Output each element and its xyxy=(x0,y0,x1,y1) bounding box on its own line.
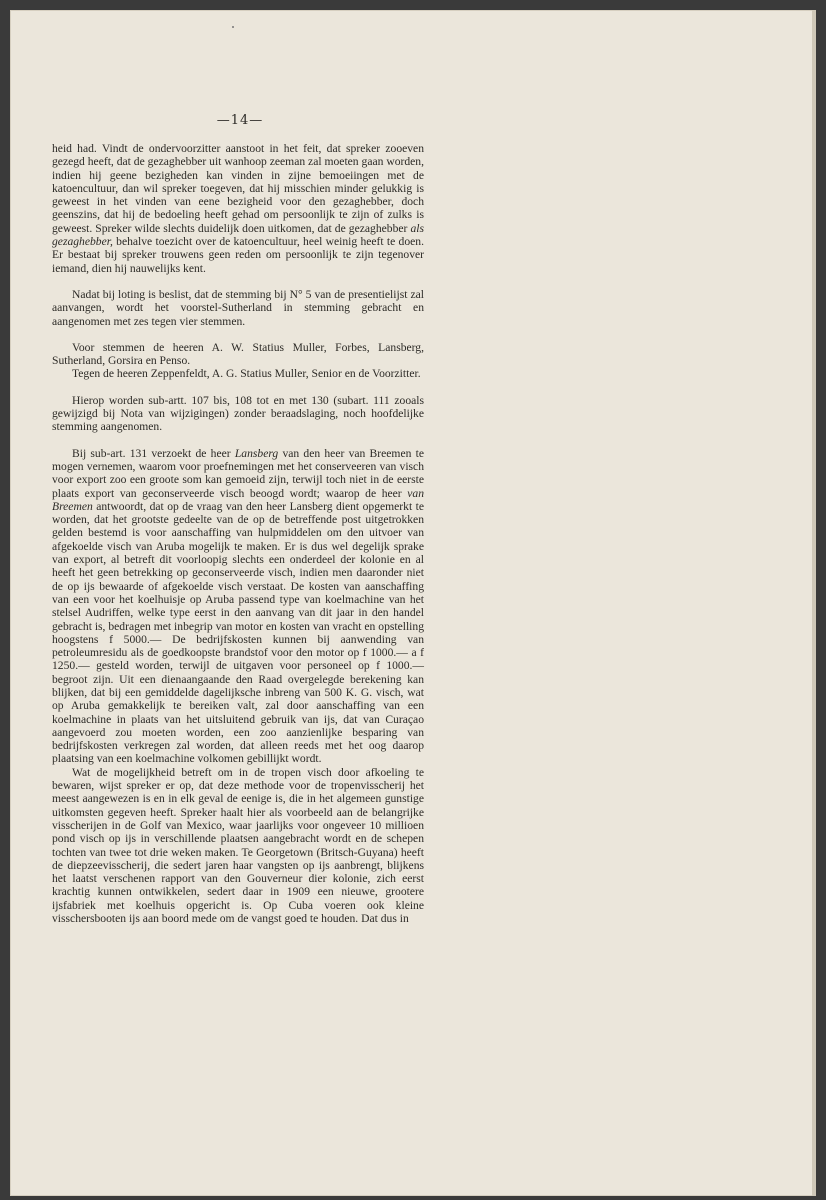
paragraph-1-tail: behalve toezicht over de katoencultuur, heel weinig heeft te doen. Er bestaat bij spreker trouwens geen reden om persoonlijk te zijn tegenover iemand, dien hij nauwelijks kent. xyxy=(52,235,424,275)
paragraph-6-b: van den heer van Breemen te mogen vernemen, waarom voor proefnemingen met het conserveeren van visch voor export zoo een groote som kan gemoeid zijn, terwijl toch niet in de eerste plaats export van geconserveerde visch beoogd wordt; waarop de heer xyxy=(52,446,424,500)
paragraph-1-italic: als gezaghebber, xyxy=(52,221,424,249)
paragraph-7: Wat de mogelijkheid betreft om in de tropen visch door afkoeling te bewaren, wijst spreker er op, dat deze methode voor de tropenvisscherij het meest aangewezen is en in elk geval de eenige is, die in het algemeen gunstige uitkomsten gegeven heeft. Spreker haalt hier als voorbeeld aan de belangrijke visscherijen in de Golf van Mexico, waar jaarlijks voor ongeveer 10 millioen pond visch op ijs in verschillende plaatsen aangebracht wordt en de schepen tochten van twee tot drie weken maken. Te Georgetown (Britsch-Guyana) heeft de diepzeevisscherij, die sedert jaren haar vangsten op ijs aanbrengt, blijkens het laatst verschenen rapport van den Gouverneur dier kolonie, zich eerst krachtig kunnen ontwikkelen, sedert daar in 1909 een nieuwe, grootere ijsfabriek met koelhuis opgericht is. Op Cuba voeren ook kleine visschersbooten ijs aan boord mede om de vangst goed te houden. Dat dus in xyxy=(52,765,424,926)
page-number: —14— xyxy=(216,113,264,128)
paragraph-3: Voor stemmen de heeren A. W. Statius Muller, Forbes, Lansberg, Sutherland, Gorsira en Penso. xyxy=(52,340,424,368)
page-edge xyxy=(812,10,816,1196)
document-page xyxy=(10,10,816,1196)
paper-speck xyxy=(232,26,234,28)
paragraph-1-text: heid had. Vindt de ondervoorzitter aanstoot in het feit, dat spreker zooeven gezegd heeft, dat de gezaghebber uit wanhoop zeeman zal moeten gaan worden, indien hij geene bezigheden kan vinden in zijne bemoeiingen met de katoencultuur, dan wil spreker toegeven, dat hij misschien minder gelukkig is geweest in het vinden van eene bezigheid voor den gezaghebber, doch geenszins, dat hij de bedoeling heeft gehad om persoonlijk te zijn of zulks is geweest. Spreker wilde slechts duidelijk doen uitkomen, dat de gezaghebber xyxy=(52,142,424,235)
paragraph-5: Hierop worden sub-artt. 107 bis, 108 tot en met 130 (subart. 111 zooals gewijzigd bij Nota van wijzigingen) zonder beraadslaging, noch hoofdelijke stemming aangenomen. xyxy=(52,393,424,434)
paragraph-4: Tegen de heeren Zeppenfeldt, A. G. Statius Muller, Senior en de Voorzitter. xyxy=(72,367,421,381)
paragraph-6 xyxy=(52,447,424,766)
paragraph-1 xyxy=(52,142,424,275)
paragraph-6-c: antwoordt, dat op de vraag van den heer Lansberg dient opgemerkt te worden, dat het grootste gedeelte van de op de betreffende post uitgetrokken gelden bestemd is voor aanschaffing van hulpmiddelen om den uitvoer van afgekoelde visch van Aruba mogelijk te maken. Er is dus wel degelijk sprake van export, al betreft dit voorloopig slechts een onderdeel der kolonie en al heeft het geen betrekking op geconserveerde visch, indien men daaronder niet de op ijs bewaarde of afgekoelde visch verstaat. De kosten van aanschaffing van een voor het koelhuisje op Aruba passend type van koelmachine van het stelsel Audriffen, welke type eerst in den aanvang van dit jaar in den handel gebracht is, bedragen met inbegrip van motor en kosten van vracht en opstelling hoogstens f 5000.— De bedrijfskosten kunnen bij aanwending van petroleumresidu als de goedkoopste brandstof voor den motor op f 1000.— a f 1250.— gesteld worden, terwijl de uitgaven voor personeel op f 1000.— begroot zijn. Uit een dienaangaande den Raad overgelegde berekening kan blijken, dat bij een gemiddelde dagelijksche inbreng van 500 K. G. visch, wat op Aruba gemakkelijk te bereiken valt, zal door aanschaffing van een koelmachine in plaats van het uitsluitend gebruik van ijs, dat van Curaçao aangevoerd zou moeten worden, een zoo aanzienlijke besparing van bedrijfskosten verkregen zal worden, dat alleen reeds met het oog daarop plaatsing van een koelmachine volkomen gebillijkt wordt. xyxy=(52,499,424,766)
speaker-name-van-breemen: van Breemen xyxy=(52,486,424,513)
text-column xyxy=(52,142,424,925)
speaker-name-lansberg: Lansberg xyxy=(234,446,279,460)
paragraph-6-a: Bij sub-art. 131 verzoekt de heer xyxy=(72,446,235,460)
paragraph-2: Nadat bij loting is beslist, dat de stemming bij N° 5 van de presentielijst zal aanvangen, wordt het voorstel-Sutherland in stemming gebracht en aangenomen met zes tegen vier stemmen. xyxy=(52,287,424,328)
